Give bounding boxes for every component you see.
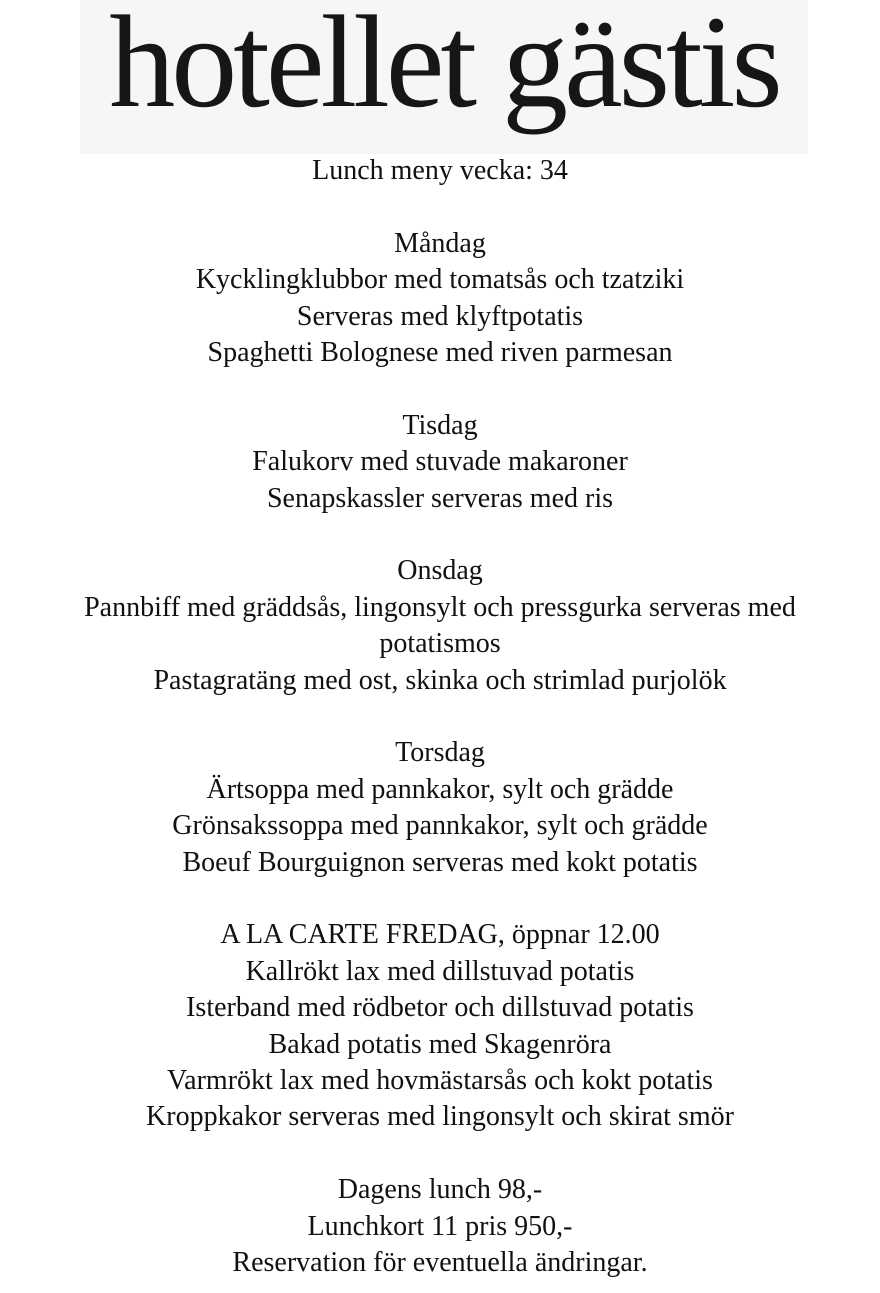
lunch-menu bbox=[0, 153, 880, 1282]
hotel-logo bbox=[80, 0, 808, 154]
dish-item: Pannbiff med gräddsås, lingonsylt och pressgurka serveras med potatismos bbox=[84, 591, 796, 660]
menu-header: Lunch meny vecka: 34 bbox=[312, 155, 568, 186]
day-title: A LA CARTE FREDAG, öppnar 12.00 bbox=[220, 919, 660, 951]
dish-item: Isterband med rödbetor och dillstuvad potatis bbox=[186, 992, 694, 1024]
dish-item: Kallrökt lax med dillstuvad potatis bbox=[245, 955, 635, 987]
lunch-price: Dagens lunch 98,- bbox=[337, 1174, 543, 1206]
dish-item: Falukorv med stuvade makaroner bbox=[252, 446, 628, 478]
day-title: Onsdag bbox=[397, 555, 483, 587]
day-block-friday bbox=[0, 917, 880, 1135]
day-block-wednesday bbox=[0, 553, 880, 699]
dish-item: Varmrökt lax med hovmästarsås och kokt potatis bbox=[167, 1065, 713, 1097]
dish-item: Grönsakssoppa med pannkakor, sylt och grädde bbox=[172, 810, 708, 842]
day-title: Måndag bbox=[394, 227, 486, 259]
day-title: Torsdag bbox=[395, 737, 485, 769]
menu-footer bbox=[0, 1172, 880, 1281]
dish-item: Kycklingklubbor med tomatsås och tzatziki bbox=[195, 264, 685, 296]
day-block-tuesday bbox=[0, 408, 880, 517]
dish-item: Kroppkakor serveras med lingonsylt och skirat smör bbox=[146, 1101, 734, 1133]
dish-item: Ärtsoppa med pannkakor, sylt och grädde bbox=[206, 773, 674, 805]
day-title: Tisdag bbox=[402, 409, 478, 441]
dish-item: Senapskassler serveras med ris bbox=[266, 482, 613, 514]
lunch-card-price: Lunchkort 11 pris 950,- bbox=[307, 1210, 573, 1242]
day-block-monday bbox=[0, 226, 880, 372]
day-block-thursday bbox=[0, 735, 880, 881]
dish-item: Boeuf Bourguignon serveras med kokt potatis bbox=[182, 846, 698, 878]
dish-item: Bakad potatis med Skagenröra bbox=[268, 1028, 612, 1060]
hotel-logo-text: hotellet gästis bbox=[109, 0, 779, 135]
reservation-note: Reservation för eventuella ändringar. bbox=[232, 1247, 648, 1279]
dish-item: Serveras med klyftpotatis bbox=[296, 300, 584, 332]
dish-item: Spaghetti Bolognese med riven parmesan bbox=[207, 337, 673, 369]
dish-item: Pastagratäng med ost, skinka och strimlad purjolök bbox=[153, 664, 727, 696]
